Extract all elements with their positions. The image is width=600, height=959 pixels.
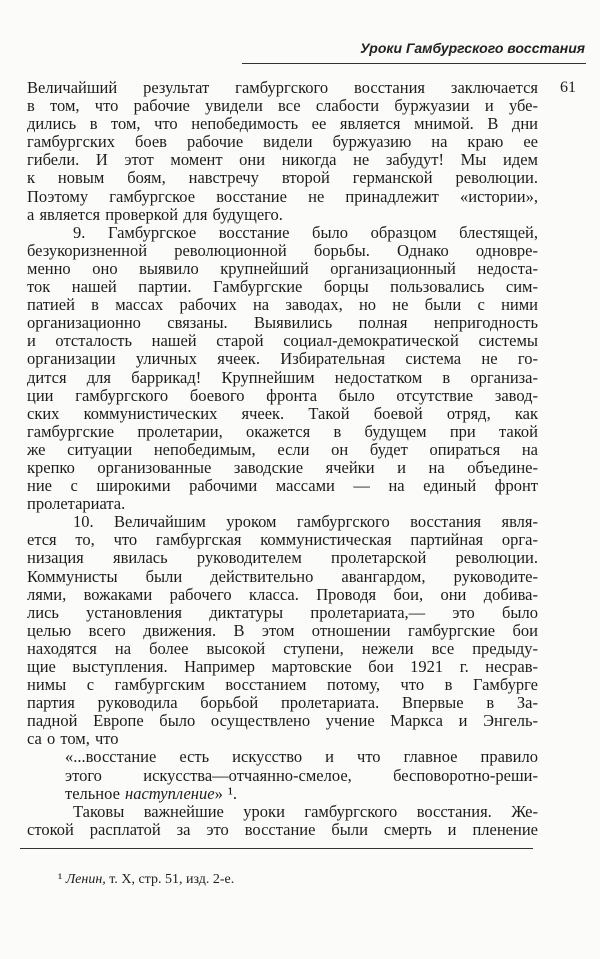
paragraph-line: гибели. И этот момент они никогда не забудут! Мы идем [27,151,538,170]
paragraph-line: ние с широкими рабочими массами — на единый фронт [27,477,538,496]
paragraph-line: к новым боям, навстречу второй германской революции. [27,169,538,188]
paragraph-line: Коммунисты были действительно авангардом, руководите- [27,567,538,586]
paragraph-line: дились в том, что непобедимость ее является мнимой. В дни [27,115,538,134]
paragraph-line: и отсталость нашей старой социал-демократической системы [27,332,538,351]
footnote [58,872,234,888]
paragraph-line: ется то, что гамбургская коммунистическая партийная орга- [27,531,538,550]
paragraph-line: падной Европе было осуществлено учение Маркса и Энгель- [27,712,538,731]
paragraph-line: находятся на более высокой ступени, нежели все предыду- [27,639,538,658]
paragraph-line: нимы с гамбургским восстанием потому, что в Гамбурге [27,676,538,695]
paragraph-line: щие выступления. Например мартовские бои 1921 г. несрав- [27,658,538,676]
paragraph-line: организационно связаны. Выявились полная непригодность [27,314,538,333]
paragraph-line: пролетариата. [27,495,126,514]
paragraph-line: в том, что рабочие увидели все слабости буржуазии и убе- [27,97,538,116]
paragraph-line: ток нашей партии. Гамбургские борцы пользовались сим- [27,278,538,297]
quote-line: «...восстание есть искусство и что главное правило [65,748,538,767]
paragraph-line: же ситуации непобедимым, если он будет опираться на [27,440,538,459]
paragraph-line: Поэтому гамбургское восстание не принадлежит «истории», [27,187,538,206]
quote-segment: наступление [125,784,215,803]
quote-line [27,785,538,803]
paragraph-line: партия руководила борьбой пролетариата. Впервые в За- [27,694,538,713]
paragraph-line: патией в массах рабочих на заводах, но не были с ними [27,296,538,315]
paragraph-line: целью всего движения. В этом отношении гамбургские бои [27,621,538,640]
quote-line: этого искусства—отчаянно-смелое, бесповоротно-реши- [65,766,538,785]
paragraph-line: Таковы важнейшие уроки гамбургского восстания. Же- [73,802,538,821]
paragraph-line: менно оно выявило крупнейший организационный недоста- [27,259,538,278]
paragraph-line: дится для баррикад! Крупнейшим недостатком в организа- [27,368,538,387]
footnote-marker: ¹ [58,872,63,887]
header-rule [242,63,586,64]
paragraph-line: са о том, что [27,730,119,749]
paragraph-line: ции гамбургского боевого фронта было отсутствие завод- [27,386,538,405]
paragraph-line: лись установления диктатуры пролетариата,— это было [27,603,538,622]
paragraph-line: 10. Величайшим уроком гамбургского восстания явля- [73,513,538,532]
paragraph-line: лями, вожаками рабочего класса. Проводя бои, они добива- [27,585,538,604]
quote-segment: тельное [65,784,126,803]
footnote-rule [20,848,533,849]
running-header: Уроки Гамбургского восстания [360,40,585,56]
paragraph-line: низация явилась руководителем пролетарской революции. [27,549,538,568]
paragraph-line: безукоризненной революционной борьбы. Однако одновре- [27,241,538,260]
paragraph-line: крепко организованные заводские ячейки и на объедине- [27,458,538,477]
paragraph-line: гамбургские пролетарии, окажется в будущем при такой [27,422,538,441]
quote-segment: » ¹. [214,784,238,803]
paragraph-line: а является проверкой для будущего. [27,205,283,224]
footnote-author: Ленин, [65,872,106,887]
page-number: 61 [560,79,576,96]
paragraph-line: 9. Гамбургское восстание было образцом блестящей, [73,223,538,242]
paragraph-line: ских коммунистических ячеек. Такой боевой отряд, как [27,404,538,423]
footnote-text: т. X, стр. 51, изд. 2-е. [105,872,235,887]
body-text [27,79,538,839]
paragraph-line: организации уличных ячеек. Избирательная система не го- [27,350,538,369]
paragraph-line: Величайший результат гамбургского восстания заключается [27,79,538,97]
paragraph-line: стокой расплатой за это восстание были смерть и пленение [27,820,538,839]
paragraph-line: гамбургских боев рабочие видели буржуазию на краю ее [27,133,538,152]
